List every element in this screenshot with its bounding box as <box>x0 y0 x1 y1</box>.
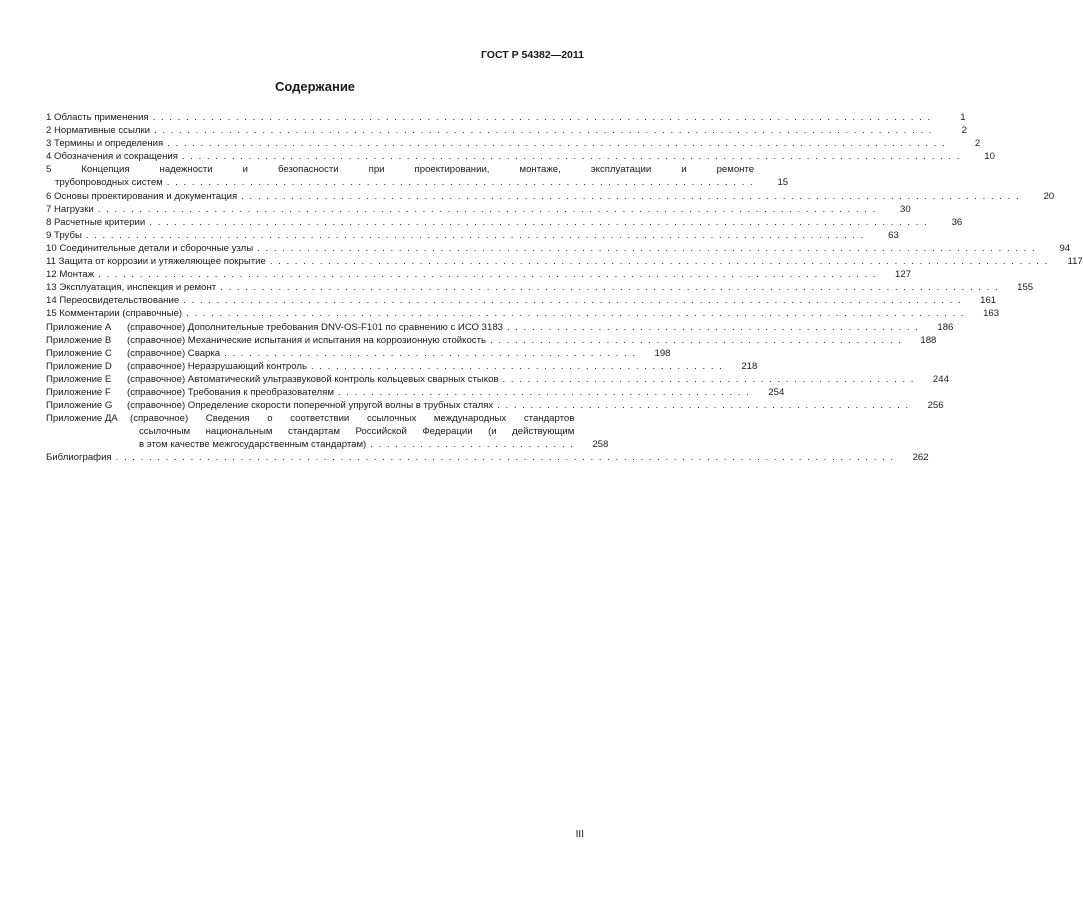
toc-entry-page: 254 <box>768 386 785 398</box>
toc-entry-title: 13 Эксплуатация, инспекция и ремонт . . . <box>46 281 999 294</box>
appendix-title-line: в этом качестве межгосударственным стандартам) . . . <box>130 438 574 451</box>
appendix-title-line: (справочное) Сведения о соответствии ссылочных международных стандартов <box>130 413 575 425</box>
toc-entry-page: 117 <box>1067 256 1083 268</box>
toc-entry-page: 2 <box>961 125 967 137</box>
toc-entry-title: 14 Переосвидетельствование . . . <box>46 294 962 307</box>
toc-entry[interactable] <box>46 268 912 281</box>
toc-appendix[interactable] <box>46 386 785 399</box>
toc-entry-page: 94 <box>1059 242 1071 254</box>
appendix-label: Приложение В <box>46 334 112 346</box>
toc-entry[interactable] <box>46 229 899 242</box>
toc-entry[interactable] <box>46 203 911 216</box>
toc-entry[interactable] <box>46 216 963 229</box>
appendix-label: Приложение F <box>46 386 111 398</box>
appendix-title: (справочное) Дополнительные требования DNV-OS-F101 по сравнению с ИСО 3183 . . . <box>127 321 919 334</box>
toc-entry-page: 63 <box>888 229 899 241</box>
appendix-label: Приложение ДА <box>46 413 118 425</box>
toc-appendix[interactable] <box>46 399 944 412</box>
toc-entry-page: 2 <box>974 138 981 150</box>
table-of-contents <box>46 111 1083 465</box>
toc-entry-page: 163 <box>983 308 1000 320</box>
toc-entry-title: 7 Нагрузки . . . <box>46 203 877 216</box>
page-number: III <box>575 829 584 840</box>
toc-entry[interactable] <box>46 137 981 150</box>
toc-entry-title: 12 Монтаж . . . <box>46 268 877 281</box>
toc-entry-page: 186 <box>937 321 954 333</box>
appendix-title: (справочное) Неразрушающий контроль . . . <box>127 360 723 373</box>
toc-entry[interactable] <box>46 294 997 307</box>
toc-appendix[interactable] <box>46 321 954 334</box>
toc-entry-title: 1 Область применения . . . <box>46 111 932 124</box>
toc-entry-title-line: 5 Концепция надежности и безопасности при проектировании, монтаже, эксплуатации и ремонте <box>46 164 755 176</box>
toc-entry-title: 11 Защита от коррозии и утяжеляющее покрытие . . . <box>46 255 1049 268</box>
appendix-title: (справочное) Сварка . . . <box>127 347 637 360</box>
toc-entry-title: 8 Расчетные критерии . . . <box>46 216 928 229</box>
toc-entry-title: Библиография . . . <box>46 451 895 464</box>
toc-entry-title: 2 Нормативные ссылки . . . <box>46 124 933 137</box>
toc-entry-page: 161 <box>980 295 997 307</box>
toc-entry-page: 188 <box>920 334 937 346</box>
appendix-label: Приложение Е <box>46 373 112 385</box>
toc-entry-page: 262 <box>912 452 929 464</box>
standard-code: ГОСТ Р 54382—2011 <box>480 49 584 61</box>
appendix-label: Приложение D <box>46 360 112 372</box>
toc-entry-page: 127 <box>895 269 912 281</box>
appendix-label: Приложение А <box>46 321 112 333</box>
toc-title: Содержание <box>274 79 356 94</box>
appendix-title: (справочное) Механические испытания и испытания на коррозионную стойкость . . . <box>127 334 902 347</box>
toc-entry[interactable] <box>46 111 966 124</box>
toc-entry-page: 258 <box>592 439 609 451</box>
toc-appendix[interactable] <box>46 373 949 386</box>
appendix-title: (справочное) Автоматический ультразвуковой контроль кольцевых сварных стыков . . . <box>127 373 915 386</box>
toc-entry[interactable] <box>46 190 1055 203</box>
toc-entry-page: 15 <box>777 177 789 189</box>
toc-appendix[interactable] <box>46 347 671 360</box>
toc-entry-page: 256 <box>927 400 944 412</box>
toc-entry-title: 10 Соединительные детали и сборочные узлы . . . <box>46 242 1036 255</box>
toc-entry-title: 3 Термины и определения . . . <box>46 137 946 150</box>
toc-appendix[interactable] <box>46 360 758 373</box>
toc-entry-page: 10 <box>984 151 995 163</box>
toc-entry-page: 36 <box>951 216 963 228</box>
toc-entry[interactable] <box>46 281 1034 294</box>
toc-entry[interactable] <box>46 255 1083 268</box>
toc-entry-page: 30 <box>900 203 911 215</box>
appendix-label: Приложение G <box>46 400 113 412</box>
toc-entry[interactable] <box>46 150 995 163</box>
appendix-label: Приложение С <box>46 347 112 359</box>
toc-entry-page: 20 <box>1043 190 1055 202</box>
toc-entry-page: 1 <box>960 112 966 123</box>
toc-entry-title: 9 Трубы . . . <box>46 229 865 242</box>
toc-entry-title: 4 Обозначения и сокращения . . . <box>46 150 961 163</box>
toc-entry-title <box>46 163 754 189</box>
toc-entry[interactable] <box>46 451 929 464</box>
toc-entry[interactable] <box>46 163 789 189</box>
toc-entry-page: 198 <box>654 347 671 359</box>
toc-appendix[interactable] <box>46 334 937 347</box>
toc-entry-title: 15 Комментарии (справочные) . . . <box>46 307 965 320</box>
toc-entry-title: 6 Основы проектирования и документация . . . <box>46 190 1020 203</box>
appendix-title <box>130 412 574 451</box>
toc-entry-page: 155 <box>1017 282 1034 294</box>
toc-entry-page: 244 <box>932 373 949 385</box>
toc-entry[interactable] <box>46 307 1000 320</box>
toc-entry-title-line: трубопроводных систем . . . <box>46 176 754 189</box>
appendix-title: (справочное) Требования к преобразователям . . . <box>127 386 750 399</box>
appendix-title-line: ссылочным национальным стандартам Российской Федерации (и действующим <box>139 426 575 438</box>
toc-entry[interactable] <box>46 124 967 137</box>
toc-entry-page: 218 <box>741 360 758 372</box>
toc-appendix[interactable] <box>46 412 609 451</box>
appendix-title: (справочное) Определение скорости поперечной упругой волны в трубных сталях . . . <box>127 399 910 412</box>
toc-entry[interactable] <box>46 242 1071 255</box>
